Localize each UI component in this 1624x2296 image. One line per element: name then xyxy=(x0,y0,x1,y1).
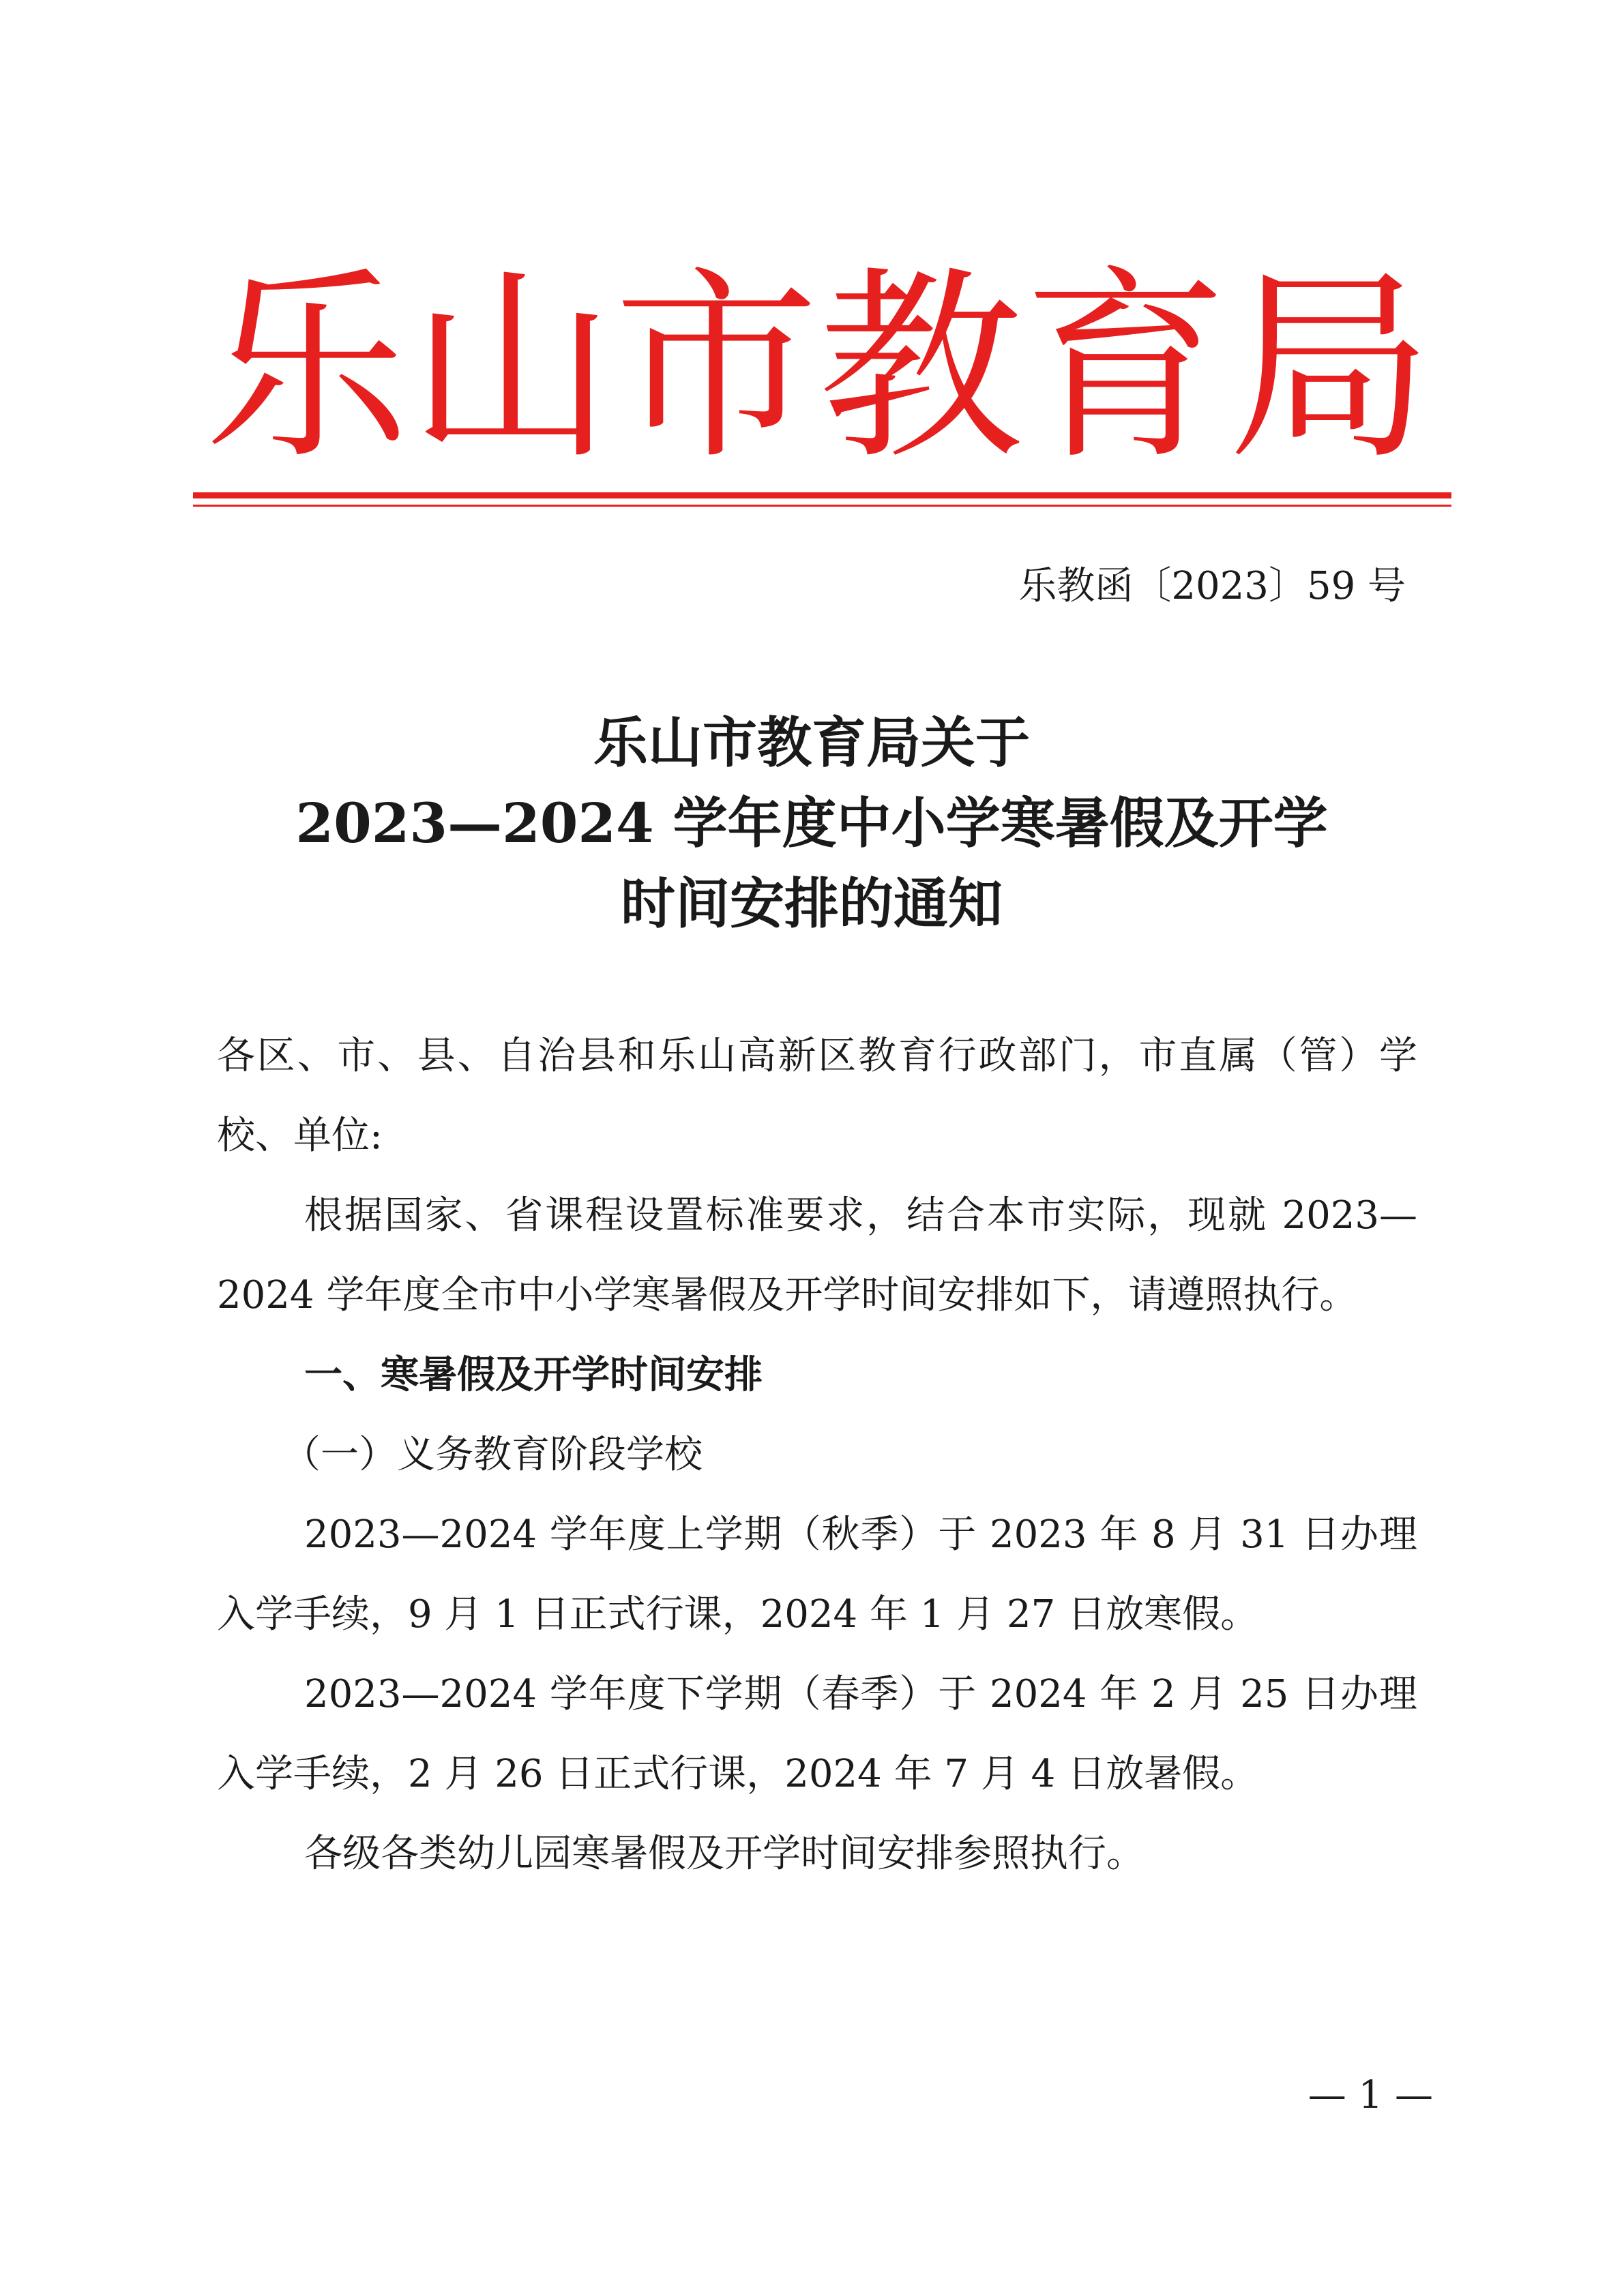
section-heading: 一、寒暑假及开学时间安排 xyxy=(304,1352,763,1397)
masthead-char: 育 xyxy=(1023,249,1228,487)
salutation: 各区、市、县、自治县和乐山高新区教育行政部门，市直属（管）学校、单位: xyxy=(217,1034,1417,1158)
paragraph-autumn-term: 2023—2024 学年度上学期（秋季）于 2023 年 8 月 31 日办理入学手续，9 月 1 日正式行课，2024 年 1 月 27 日放寒假。 xyxy=(217,1512,1417,1637)
title-line: 2023—2024 学年度中小学寒暑假及开学 xyxy=(295,791,1328,855)
masthead-char: 山 xyxy=(409,249,614,487)
document-body xyxy=(217,1016,1417,1894)
masthead-rule-thin xyxy=(193,505,1451,507)
page-number: — 1 — xyxy=(1308,2073,1433,2117)
title-line: 乐山市教育局关于 xyxy=(593,711,1030,775)
document-title xyxy=(205,702,1419,944)
masthead-char: 乐 xyxy=(205,249,409,487)
title-line: 时间安排的通知 xyxy=(621,871,1003,936)
document-number: 乐教函〔2023〕59 号 xyxy=(1018,564,1406,608)
intro-paragraph: 根据国家、省课程设置标准要求，结合本市实际，现就 2023—2024 学年度全市中小学寒暑假及开学时间安排如下，请遵照执行。 xyxy=(217,1193,1417,1317)
paragraph-spring-term: 2023—2024 学年度下学期（春季）于 2024 年 2 月 25 日办理入学手续，2 月 26 日正式行课，2024 年 7 月 4 日放暑假。 xyxy=(217,1672,1417,1796)
masthead-title xyxy=(205,249,1432,487)
masthead-char: 市 xyxy=(614,249,818,487)
masthead-char: 局 xyxy=(1228,249,1432,487)
paragraph-kindergarten: 各级各类幼儿园寒暑假及开学时间安排参照执行。 xyxy=(304,1832,1145,1876)
subsection-heading: （一）义务教育阶段学校 xyxy=(282,1433,703,1477)
masthead-rule-thick xyxy=(193,492,1451,498)
masthead-char: 教 xyxy=(818,249,1023,487)
